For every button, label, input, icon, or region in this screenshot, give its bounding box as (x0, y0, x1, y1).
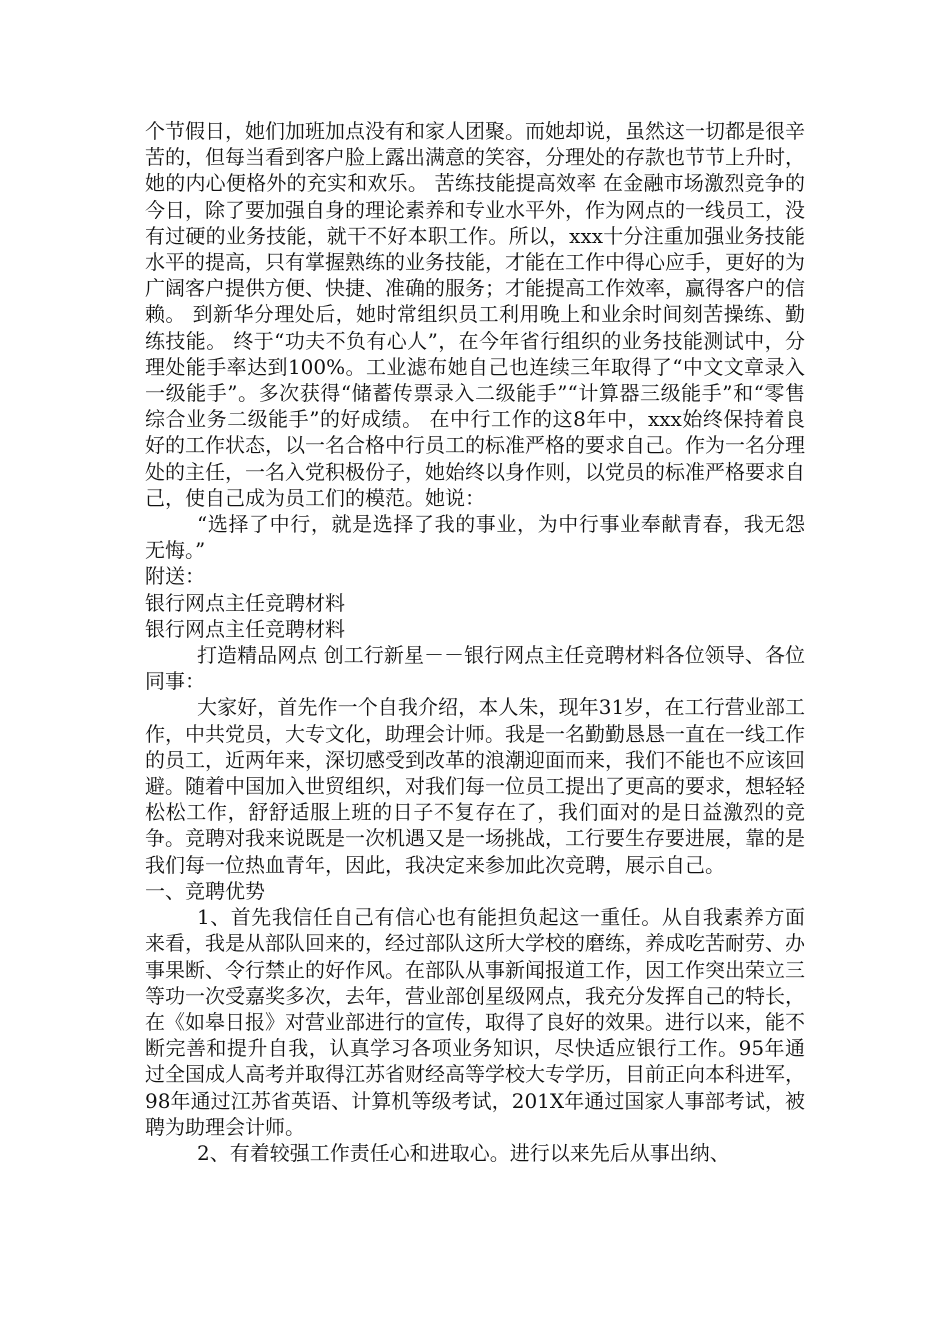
paragraph-quote: “选择了中行，就是选择了我的事业，为中行事业奉献青春，我无怨无悔。” (145, 512, 805, 563)
paragraph-advantage-1: 1、首先我信任自己有信心也有能担负起这一重任。从自我素养方面来看，我是从部队回来的，经过部队这所大学校的磨练，养成吃苦耐劳、办事果断、令行禁止的好作风。在部队从事新闻报道工作，因工作突出荣立三等功一次受嘉奖多次，去年，营业部创星级网点，我充分发挥自己的特长，在《如皋日报》对营业部进行的宣传，取得了良好的效果。进行以来，能不断完善和提升自我，认真学习各项业务知识，尽快适应银行工作。95年通过全国成人高考并取得江苏省财经高等学校大专学历，目前正向本科进军，98年通过江苏省英语、计算机等级考试，201X年通过国家人事部考试，被聘为助理会计师。 (145, 905, 805, 1139)
section-heading-advantages: 一、竞聘优势 (145, 878, 265, 903)
paragraph-attachment-label: 附送： (145, 564, 205, 589)
document-body (145, 118, 805, 1166)
paragraph-intro: 个节假日，她们加班加点没有和家人团聚。而她却说，虽然这一切都是很辛苦的，但每当看到客户脸上露出满意的笑容，分理处的存款也节节上升时，她的内心便格外的充实和欢乐。 苦练技能提高效率 在金融市场激烈竞争的今日，除了要加强自身的理论素养和专业水平外，作为网点的一线员工，没有过硬的业务技能，就干不好本职工作。所以，xxx十分注重加强业务技能水平的提高，只有掌握熟练的业务技能，才能在工作中得心应手，更好的为广阔客户提供方便、快捷、准确的服务；才能提高工作效率，赢得客户的信赖。 到新华分理处后，她时常组织员工利用晚上和业余时间刻苦操练、勤练技能。 终于“功夫不负有心人”，在今年省行组织的业务技能测试中，分理处能手率达到100%。工业滤布她自己也连续三年取得了“中文文章录入一级能手”。多次获得“储蓄传票录入二级能手”“计算器三级能手”和“零售综合业务二级能手”的好成绩。 在中行工作的这8年中，xxx始终保持着良好的工作状态，以一名合格中行员工的标准严格的要求自己。作为一名分理处的主任，一名入党积极份子，她始终以身作则，以党员的标准严格要求自己，使自己成为员工们的模范。她说： (145, 119, 805, 510)
paragraph-advantage-2: 2、有着较强工作责任心和进取心。进行以来先后从事出纳、 (197, 1140, 730, 1165)
paragraph-title-2: 银行网点主任竞聘材料 (145, 616, 345, 641)
paragraph-self-intro: 大家好，首先作一个自我介绍，本人朱，现年31岁，在工行营业部工作，中共党员，大专文化，助理会计师。我是一名勤勤恳恳一直在一线工作的员工，近两年来，深切感受到改革的浪潮迎面而来，我们不能也不应该回避。随着中国加入世贸组织，对我们每一位员工提出了更高的要求，想轻轻松松工作，舒舒适服上班的日子不复存在了，我们面对的是日益激烈的竞争。竞聘对我来说既是一次机遇又是一场挑战，工行要生存要进展，靠的是我们每一位热血青年，因此，我决定来参加此次竞聘，展示自己。 (145, 695, 805, 877)
paragraph-heading-speech: 打造精品网点 创工行新星－－银行网点主任竞聘材料各位领导、各位同事： (145, 643, 805, 694)
paragraph-title-1: 银行网点主任竞聘材料 (145, 590, 345, 615)
